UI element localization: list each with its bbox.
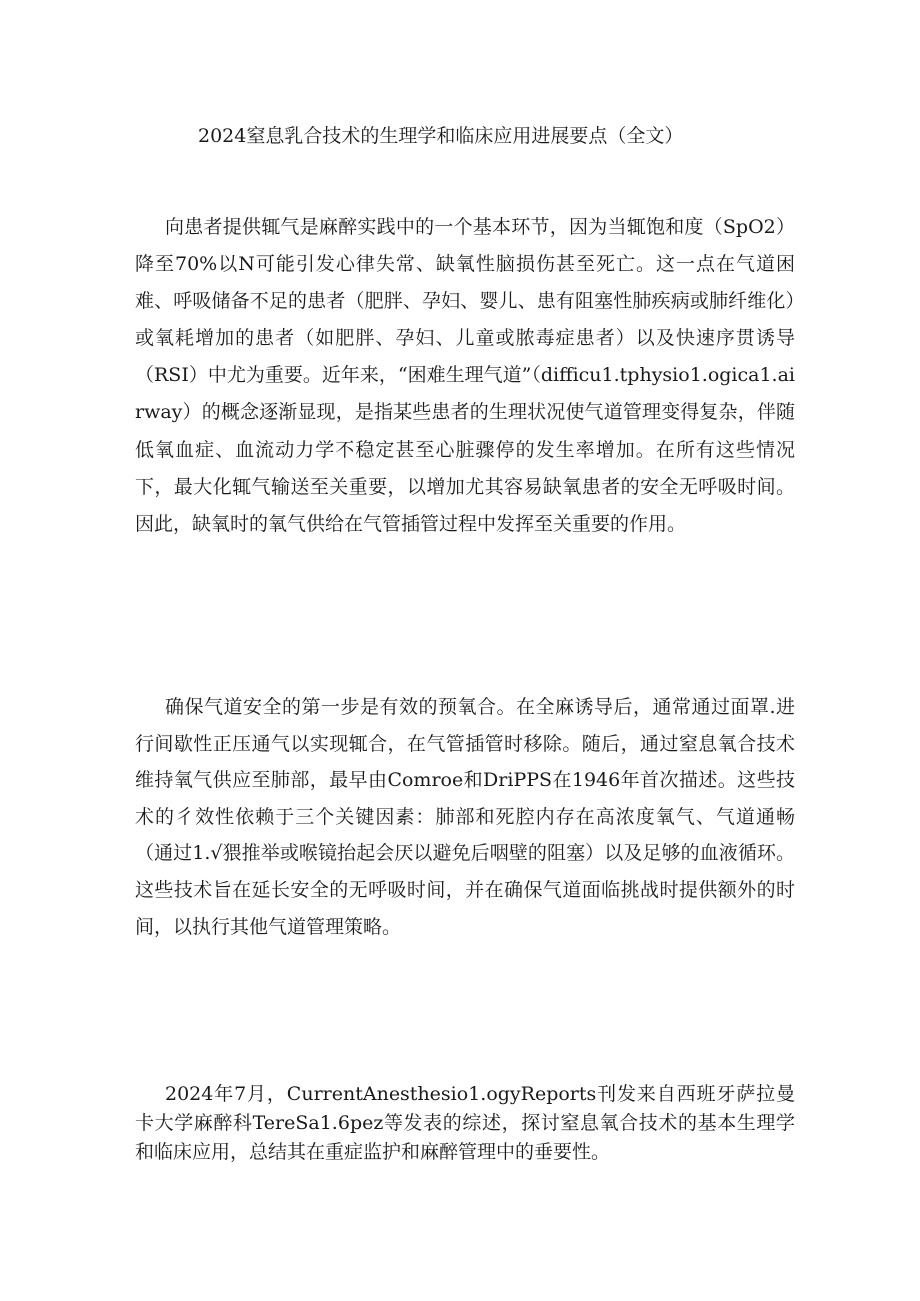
paragraph-preoxygenation: 确保气道安全的第一步是有效的预氧合。在全麻诱导后，通常通过面罩.进行间歇性正压通气以实现辄合，在气管插管时移除。随后，通过窒息氧合技术维持氧气供应至肺部，最早由Comroe和DriPPS在1946年首次描述。这些技术的彳效性依赖于三个关键因素：肺部和死腔内存在高浓度氧气、气道通畅（通过1.√猥推举或喉镜抬起会厌以避免后咽壁的阻塞）以及足够的血液循环。这些技术旨在延长安全的无呼吸时间，并在确保气道面临挑战时提供额外的时间，以执行其他气道管理策略。 [135,696,795,938]
paragraph-review-source: 2024年7月，CurrentAnesthesio1.ogyReports刊发来自西班牙萨拉曼卡大学麻醉科TereSa1.6pez等发表的综述，探讨窒息氧合技术的基本生理学和临床应用，总结其在重症监护和麻醉管理中的垂要性。 [135,1083,795,1163]
paragraph-intro: 向患者提供辄气是麻醉实践中的一个基本环节，因为当辄饱和度（SpO2）降至70%以N可能引发心律失常、缺氧性脑损伤甚至死亡。这一点在气道困难、呼吸储备不足的患者（肥胖、孕妇、婴儿、患有阻塞性肺疾病或肺纤维化）或氧耗增加的患者（如肥胖、孕妇、儿童或脓毒症患者）以及快速序贯诱导（RSI）中尤为重要。近年来，“困难生理气道”（difficu1.tphysio1.ogica1.airway）的概念逐渐显现，是指某些患者的生理状况使气道管理变得复杂，伴随低氧血症、血流动力学不稳定甚至心脏骤停的发生率增加。在所有这些情况下，最大化辄气输送至关重要，以增加尤其容易缺氧患者的安全无呼吸时间。因此，缺氧时的氧气供给在气管插管过程中发挥至关重要的作用。 [135,216,795,535]
document-title: 2024窒息乳合技术的生理学和临床应用进展要点（全文） [198,125,684,147]
